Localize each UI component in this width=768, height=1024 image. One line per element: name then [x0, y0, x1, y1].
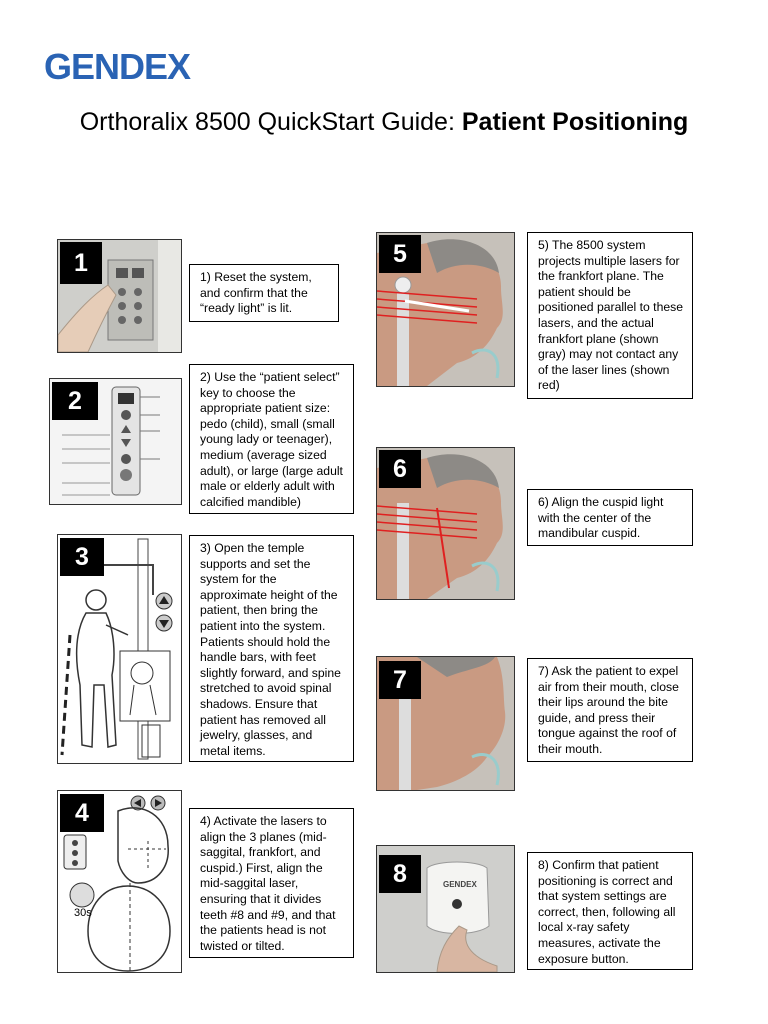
step-1-badge: 1: [60, 242, 102, 284]
title-prefix: Orthoralix 8500 QuickStart Guide:: [79, 108, 462, 136]
step-4-badge: 4: [60, 794, 104, 832]
step-5-text: 5) The 8500 system projects multiple lasers for the frankfort plane. The patient should be positioned parallel to these lasers, and the actual frankfort plane (shown gray) may not contact any of the laser lines (shown red): [527, 232, 693, 399]
step-1-photo: [57, 239, 182, 353]
step-5-badge: 5: [379, 235, 421, 273]
logo-wordmark: GENDEX: [44, 46, 191, 87]
step-8-text: 8) Confirm that patient positioning is correct and that system settings are correct, then, following all local x-ray safety measures, activate the exposure button.: [527, 852, 693, 970]
step-2-badge: 2: [52, 382, 98, 420]
step-6-badge: 6: [379, 450, 421, 488]
step-5-photo: [376, 232, 515, 387]
step-2-text: 2) Use the “patient select” key to choose the appropriate patient size: pedo (child), small (small young lady or teenager), medium (average sized adult), or large (large adult male or elderly adult with calcified mandible): [189, 364, 354, 514]
title-emphasis: Patient Positioning: [461, 108, 689, 136]
step-6-photo: [376, 447, 515, 600]
device-brand-label: GENDEX: [443, 880, 477, 889]
step-3-text: 3) Open the temple supports and set the system for the approximate height of the patient, then bring the patient into the system. Patients should hold the handle bars, with feet slightly forward, and spine stretched to avoid spinal shadows. Ensure that patient has removed all jewelry, glasses, and metal items.: [189, 535, 354, 762]
step-6-text: 6) Align the cuspid light with the center of the mandibular cuspid.: [527, 489, 693, 546]
step-8-badge: 8: [379, 855, 421, 893]
page-title: [0, 108, 768, 137]
step-2-photo: [49, 378, 182, 505]
step-7-badge: 7: [379, 661, 421, 699]
step-1-text: 1) Reset the system, and confirm that the “ready light” is lit.: [189, 264, 339, 322]
step-8-photo: [376, 845, 515, 973]
timer-label: 30s: [74, 907, 92, 919]
gendex-logo: [44, 44, 191, 88]
step-4-text: 4) Activate the lasers to align the 3 planes (mid-saggital, frankfort, and cuspid.) First, align the mid-saggital laser, ensuring that it divides teeth #8 and #9, and that the patients head is not twisted or tilted.: [189, 808, 354, 958]
step-7-photo: [376, 656, 515, 791]
step-7-text: 7) Ask the patient to expel air from their mouth, close their lips around the bite guide, and press their tongue against the roof of their mouth.: [527, 658, 693, 762]
step-3-photo: [57, 534, 182, 764]
step-3-badge: 3: [60, 538, 104, 576]
step-4-photo: [57, 790, 182, 973]
